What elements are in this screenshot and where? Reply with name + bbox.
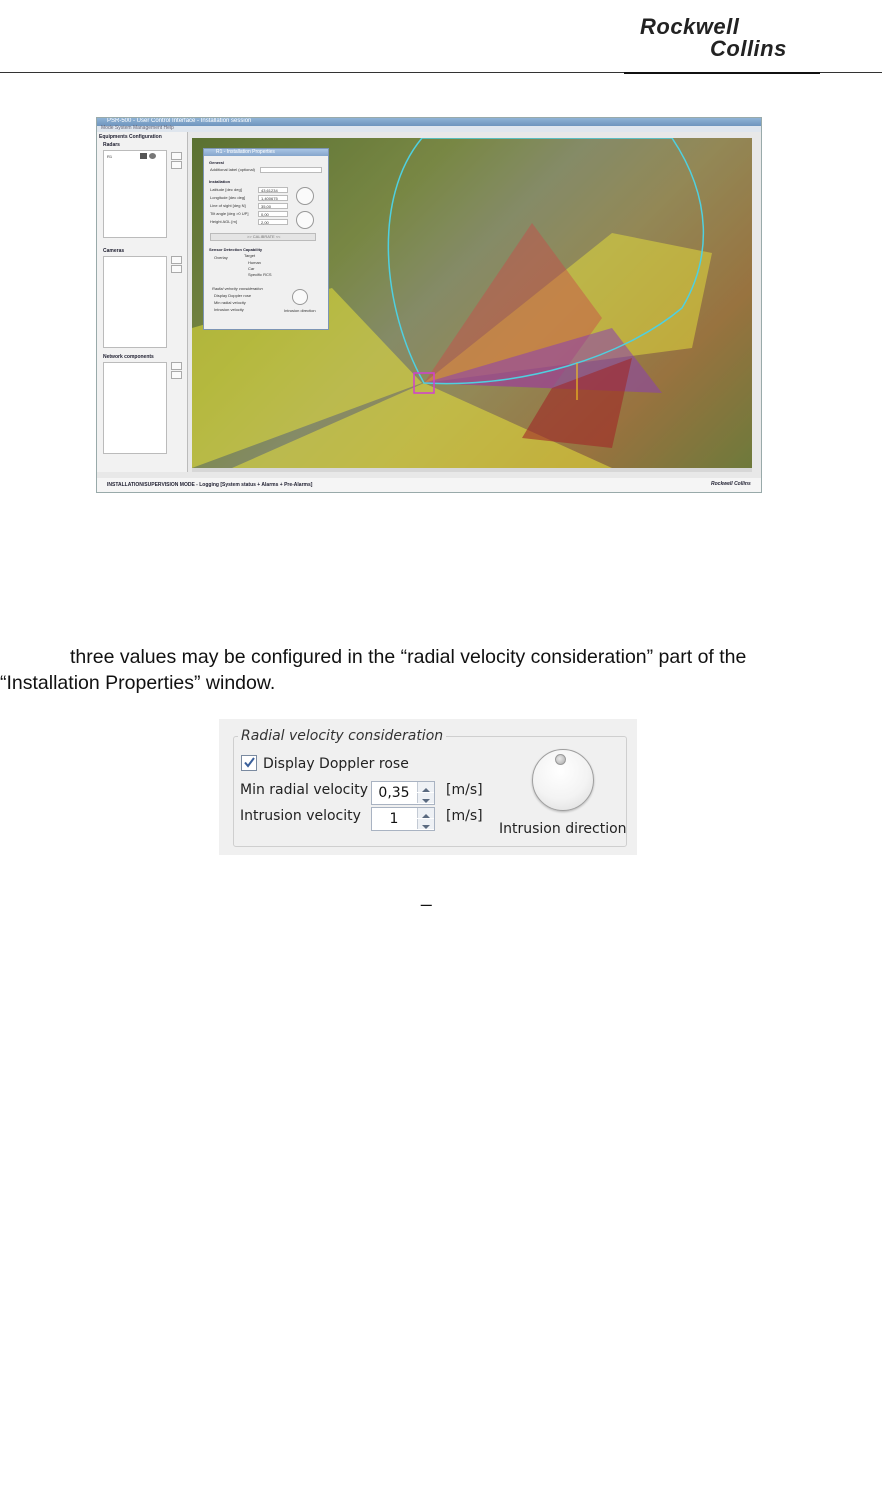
min-radial-up-arrow-icon[interactable] bbox=[417, 782, 434, 792]
radars-heading: Radars bbox=[103, 142, 120, 148]
tilt-angle-label: Tilt angle [deg >0 UP] bbox=[210, 211, 249, 216]
height-agl-field[interactable]: 2,00 bbox=[258, 219, 288, 225]
longitude-field[interactable]: 1,400675 bbox=[258, 195, 288, 201]
line-of-sight-label: Line of sight [deg N] bbox=[210, 203, 246, 208]
logo-line-collins: Collins bbox=[710, 36, 787, 61]
intrusion-velocity-label: Intrusion velocity bbox=[240, 808, 361, 824]
radar-tools-icon[interactable] bbox=[140, 153, 147, 159]
target-car-radio[interactable]: Car bbox=[248, 266, 255, 271]
calibrate-button[interactable]: >> CALIBRATE << bbox=[210, 233, 316, 241]
checkmark-icon bbox=[243, 756, 256, 769]
app-menu-bar bbox=[97, 126, 761, 132]
min-radial-mini-label: Min radial velocity bbox=[214, 300, 246, 305]
tilt-knob[interactable] bbox=[296, 211, 314, 229]
display-doppler-mini-checkbox[interactable]: Display Doppler rose bbox=[214, 293, 252, 298]
paragraph-line-2: “Installation Properties” window. bbox=[0, 672, 276, 694]
cameras-list bbox=[103, 256, 167, 348]
radial-velocity-title: Radial velocity consideration bbox=[238, 728, 446, 744]
dialog-general-heading: General bbox=[209, 160, 224, 165]
line-of-sight-field[interactable]: 35,00 bbox=[258, 203, 288, 209]
target-label: Target bbox=[244, 253, 256, 258]
radial-velocity-panel bbox=[219, 719, 637, 855]
radars-list bbox=[103, 150, 167, 238]
app-menu-items: Mode System Management Help bbox=[101, 125, 174, 131]
side-panel-title: Equipments Configuration bbox=[99, 134, 162, 140]
status-logo: Rockwell Collins bbox=[711, 481, 751, 487]
status-text: INSTALLATION/SUPERVISION MODE - Logging [System status + Alarms + Pre-Alarms] bbox=[107, 482, 313, 488]
intrusion-velocity-down-arrow-icon[interactable] bbox=[417, 819, 434, 829]
dialog-title: R1 - Installation Properties bbox=[216, 149, 275, 155]
paragraph-line-1: three values may be configured in the “radial velocity consideration” part of the bbox=[70, 646, 747, 668]
display-doppler-label: Display Doppler rose bbox=[263, 756, 409, 772]
longitude-label: Longitude [dec deg] bbox=[210, 195, 246, 200]
application-screenshot bbox=[96, 117, 762, 493]
intrusion-direction-label: Intrusion direction bbox=[499, 821, 627, 837]
app-title-bar bbox=[97, 118, 761, 126]
logo-line-rockwell: Rockwell bbox=[640, 14, 740, 39]
app-title: PSR-500 - User Control Interface - Installation session bbox=[107, 118, 252, 124]
add-radar-button[interactable] bbox=[171, 152, 182, 160]
intrusion-velocity-up-arrow-icon[interactable] bbox=[417, 808, 434, 818]
latitude-label: Latitude [dec deg] bbox=[210, 187, 242, 192]
network-list bbox=[103, 362, 167, 454]
intrusion-velocity-unit: [m/s] bbox=[446, 808, 483, 824]
additional-label-field[interactable] bbox=[260, 167, 322, 173]
rockwell-collins-logo bbox=[640, 14, 810, 64]
map-horizontal-scrollbar[interactable] bbox=[192, 468, 752, 472]
network-heading: Network components bbox=[103, 354, 154, 360]
min-radial-velocity-value: 0,35 bbox=[378, 785, 410, 801]
header-rule-accent bbox=[624, 72, 820, 74]
intrusion-velocity-spinbox[interactable] bbox=[371, 807, 435, 831]
min-radial-velocity-label: Min radial velocity bbox=[240, 782, 369, 798]
remove-network-button[interactable] bbox=[171, 371, 182, 379]
overlay-checkbox[interactable]: Overlay bbox=[214, 255, 228, 260]
additional-label-label: Additional label (optional) bbox=[210, 167, 255, 172]
latitude-field[interactable]: 43,61234 bbox=[258, 187, 288, 193]
caption-placeholder: _ bbox=[421, 886, 432, 907]
add-network-button[interactable] bbox=[171, 362, 182, 370]
target-human-radio[interactable]: Human bbox=[248, 260, 261, 265]
radial-velocity-mini-heading: Radial velocity consideration bbox=[212, 286, 263, 291]
equipments-side-panel bbox=[97, 132, 188, 472]
intrusion-direction-mini-label: Intrusion direction bbox=[284, 308, 316, 313]
min-radial-velocity-spinbox[interactable] bbox=[371, 781, 435, 805]
knob-indicator-icon bbox=[555, 754, 566, 765]
intrusion-velocity-mini-label: Intrusion velocity bbox=[214, 307, 244, 312]
intrusion-direction-knob[interactable] bbox=[532, 749, 594, 811]
remove-camera-button[interactable] bbox=[171, 265, 182, 273]
radar-item[interactable]: R1 bbox=[107, 154, 113, 159]
display-doppler-checkbox[interactable] bbox=[241, 755, 257, 771]
installation-properties-dialog bbox=[203, 148, 329, 330]
app-status-bar bbox=[97, 478, 761, 492]
tilt-angle-field[interactable]: 0,00 bbox=[258, 211, 288, 217]
line-of-sight-knob[interactable] bbox=[296, 187, 314, 205]
remove-radar-button[interactable] bbox=[171, 161, 182, 169]
radar-settings-icon[interactable] bbox=[149, 153, 156, 159]
min-radial-down-arrow-icon[interactable] bbox=[417, 793, 434, 803]
sensor-detection-heading: Sensor Detection Capability bbox=[209, 247, 263, 252]
target-specific-rcs-radio[interactable]: Specific RCS bbox=[248, 272, 272, 277]
add-camera-button[interactable] bbox=[171, 256, 182, 264]
height-agl-label: Height AGL [m] bbox=[210, 219, 237, 224]
intrusion-velocity-value: 1 bbox=[389, 811, 399, 827]
dialog-installation-heading: Installation bbox=[209, 179, 231, 184]
cameras-heading: Cameras bbox=[103, 248, 125, 254]
intrusion-direction-mini-knob[interactable] bbox=[292, 289, 308, 305]
dialog-title-bar bbox=[204, 149, 328, 156]
min-radial-velocity-unit: [m/s] bbox=[446, 782, 483, 798]
